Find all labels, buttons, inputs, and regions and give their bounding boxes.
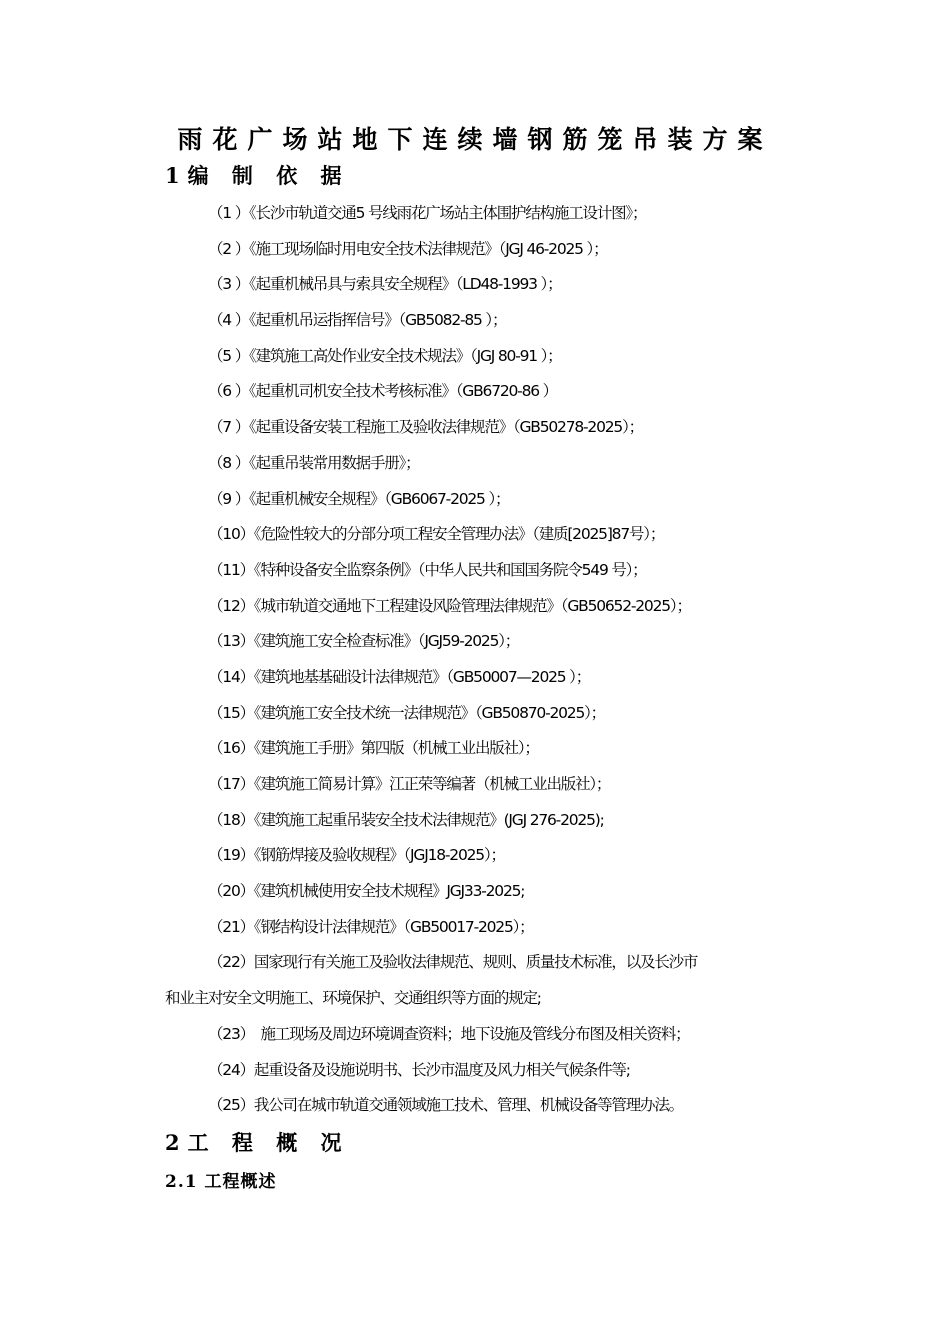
reference-item-22-line1: （22）国家现行有关施工及验收法律规范、规则、质量技术标准，以及长沙市 <box>208 953 698 972</box>
section-2-heading: 2工 程 概 况 <box>165 1130 350 1155</box>
reference-item-1: （1 ）《长沙市轨道交通5 号线雨花广场站主体围护结构施工设计图》； <box>208 204 647 222</box>
reference-item-15: （15）《建筑施工安全技术统一法律规范》（GB50870-2025）； <box>208 703 605 722</box>
reference-item-24: （24）起重设备及设施说明书、长沙市温度及风力相关气候条件等; <box>208 1060 630 1079</box>
reference-item-8: （8 ）《起重吊装常用数据手册》； <box>208 453 420 472</box>
reference-item-2: （2 ）《施工现场临时用电安全技术法律规范》（JGJ 46-2025 ）； <box>208 239 608 258</box>
reference-item-14: （14）《建筑地基基础设计法律规范》（GB50007—2025 ）； <box>208 667 591 686</box>
reference-item-23: （23） 施工现场及周边环境调查资料；地下设施及管线分布图及相关资料； <box>208 1024 690 1043</box>
reference-item-16: （16）《建筑施工手册》第四版（机械工业出版社）； <box>208 739 539 758</box>
reference-item-25: （25）我公司在城市轨道交通领域施工技术、管理、机械设备等管理办法。 <box>208 1096 683 1115</box>
reference-item-12: （12）《城市轨道交通地下工程建设风险管理法律规范》（GB50652-2025）； <box>208 596 691 615</box>
reference-item-5: （5 ）《建筑施工高处作业安全技术规法》（JGJ 80-91 ）； <box>208 346 562 365</box>
reference-item-17: （17）《建筑施工简易计算》江正荣等编著（机械工业出版社）； <box>208 775 611 793</box>
reference-list <box>0 196 950 1124</box>
reference-item-11: （11）《特种设备安全监察条例》（中华人民共和国国务院令549 号）； <box>208 560 647 579</box>
reference-item-10: （10）《危险性较大的分部分项工程安全管理办法》（建质[2025]87号）； <box>208 525 665 544</box>
reference-item-22-line2: 和业主对安全文明施工、环境保护、交通组织等方面的规定; <box>165 989 541 1008</box>
reference-item-13: （13）《建筑施工安全检查标准》（JGJ59-2025）； <box>208 632 520 651</box>
reference-item-9: （9 ）《起重机械安全规程》（GB6067-2025 ）； <box>208 489 510 508</box>
reference-item-18: （18）《建筑施工起重吊装安全技术法律规范》(JGJ 276-2025); <box>208 810 604 829</box>
reference-item-7: （7 ）《起重设备安装工程施工及验收法律规范》（GB50278-2025）； <box>208 418 643 437</box>
reference-item-21: （21）《钢结构设计法律规范》（GB50017-2025）； <box>208 917 534 936</box>
reference-item-3: （3 ）《起重机械吊具与索具安全规程》（LD48-1993 ）； <box>208 275 562 294</box>
section-2-1-heading: 2.1 工程概述 <box>165 1172 277 1192</box>
document-title: 雨花广场站地下连续墙钢筋笼吊装方案 <box>177 125 773 154</box>
reference-item-19: （19）《钢筋焊接及验收规程》（JGJ18-2025）； <box>208 846 505 865</box>
reference-item-22 <box>0 945 950 981</box>
reference-item-4: （4 ）《起重机吊运指挥信号》（GB5082-85 ）； <box>208 311 507 330</box>
reference-item-20: （20）《建筑机械使用安全技术规程》JGJ33-2025; <box>208 882 525 901</box>
reference-item-22-continuation <box>0 981 950 1017</box>
section-1-heading: 1编 制 依 据 <box>165 163 350 188</box>
reference-item-6: （6 ）《起重机司机安全技术考核标准》（GB6720-86 ） <box>208 382 557 401</box>
